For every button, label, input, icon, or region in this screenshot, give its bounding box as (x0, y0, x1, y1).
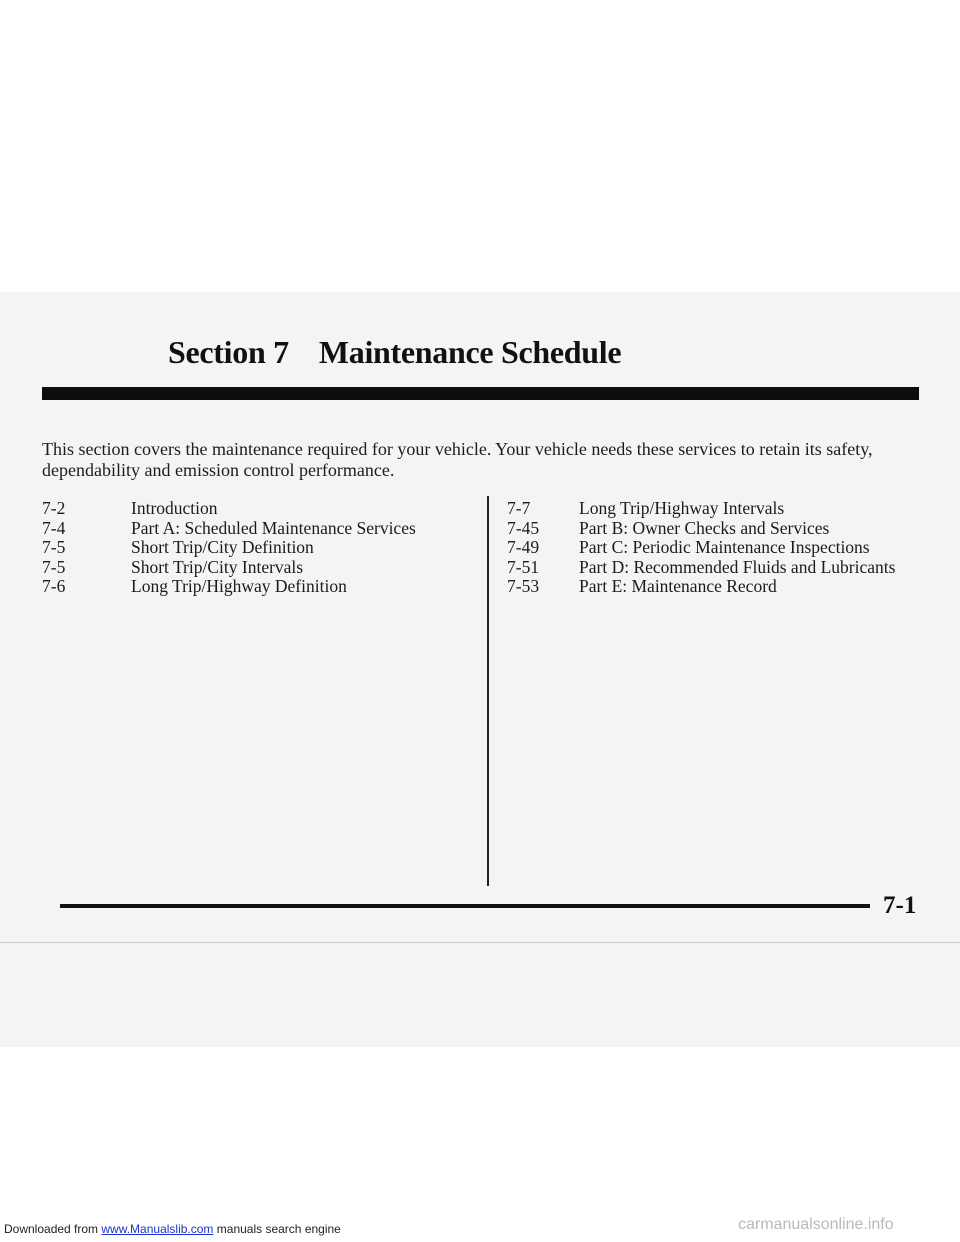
toc-entry[interactable] (42, 558, 462, 578)
column-divider (487, 496, 489, 886)
toc-title: Part B: Owner Checks and Services (579, 517, 830, 538)
toc-entry[interactable] (507, 538, 927, 558)
toc-page: 7-5 (42, 537, 66, 558)
toc-entry[interactable] (507, 519, 927, 539)
toc-page: 7-2 (42, 498, 66, 518)
toc-page: 7-6 (42, 576, 66, 597)
toc-page: 7-45 (507, 517, 540, 538)
toc-entry[interactable] (42, 577, 462, 597)
footer-prefix: Downloaded from (4, 1222, 102, 1236)
toc-title: Part E: Maintenance Record (579, 576, 777, 597)
intro-paragraph: This section covers the maintenance required for your vehicle. Your vehicle needs these services to retain its safety, dependability and emission control performance. (42, 439, 873, 480)
download-footer (4, 1222, 341, 1236)
footer-rule (60, 904, 870, 908)
toc-title: Short Trip/City Intervals (131, 556, 304, 577)
toc-entry[interactable] (507, 577, 927, 597)
section-title: Maintenance Schedule (318, 334, 622, 370)
heading-rule (42, 387, 919, 400)
toc-entry[interactable] (42, 519, 462, 539)
toc-entry[interactable] (42, 499, 462, 519)
toc-page: 7-51 (507, 556, 540, 577)
toc-page: 7-5 (42, 556, 66, 577)
toc-entry[interactable] (507, 499, 927, 519)
toc-page: 7-49 (507, 537, 540, 558)
toc-title: Long Trip/Highway Definition (131, 576, 347, 597)
toc-title: Part C: Periodic Maintenance Inspections (579, 537, 870, 558)
toc-page: 7-4 (42, 517, 66, 538)
watermark-text: carmanualsonline.info (738, 1216, 894, 1233)
scan-edge-line (0, 942, 960, 943)
toc-title: Short Trip/City Definition (131, 537, 314, 558)
toc-entry[interactable] (42, 538, 462, 558)
toc-title: Part D: Recommended Fluids and Lubricants (579, 556, 896, 577)
toc-page: 7-7 (507, 498, 531, 518)
toc-right-column (507, 499, 927, 597)
toc-title: Long Trip/Highway Intervals (579, 498, 785, 518)
manualslib-link[interactable]: www.Manualslib.com (101, 1222, 214, 1236)
toc-left-column (42, 499, 462, 597)
footer-suffix: manuals search engine (213, 1222, 341, 1236)
toc-title: Introduction (131, 498, 218, 518)
manual-page (0, 292, 960, 1047)
toc-entry[interactable] (507, 558, 927, 578)
section-heading (168, 334, 621, 371)
page-number: 7-1 (883, 892, 917, 919)
toc-title: Part A: Scheduled Maintenance Services (131, 517, 416, 538)
toc-page: 7-53 (507, 576, 540, 597)
section-number: Section 7 (168, 334, 289, 370)
